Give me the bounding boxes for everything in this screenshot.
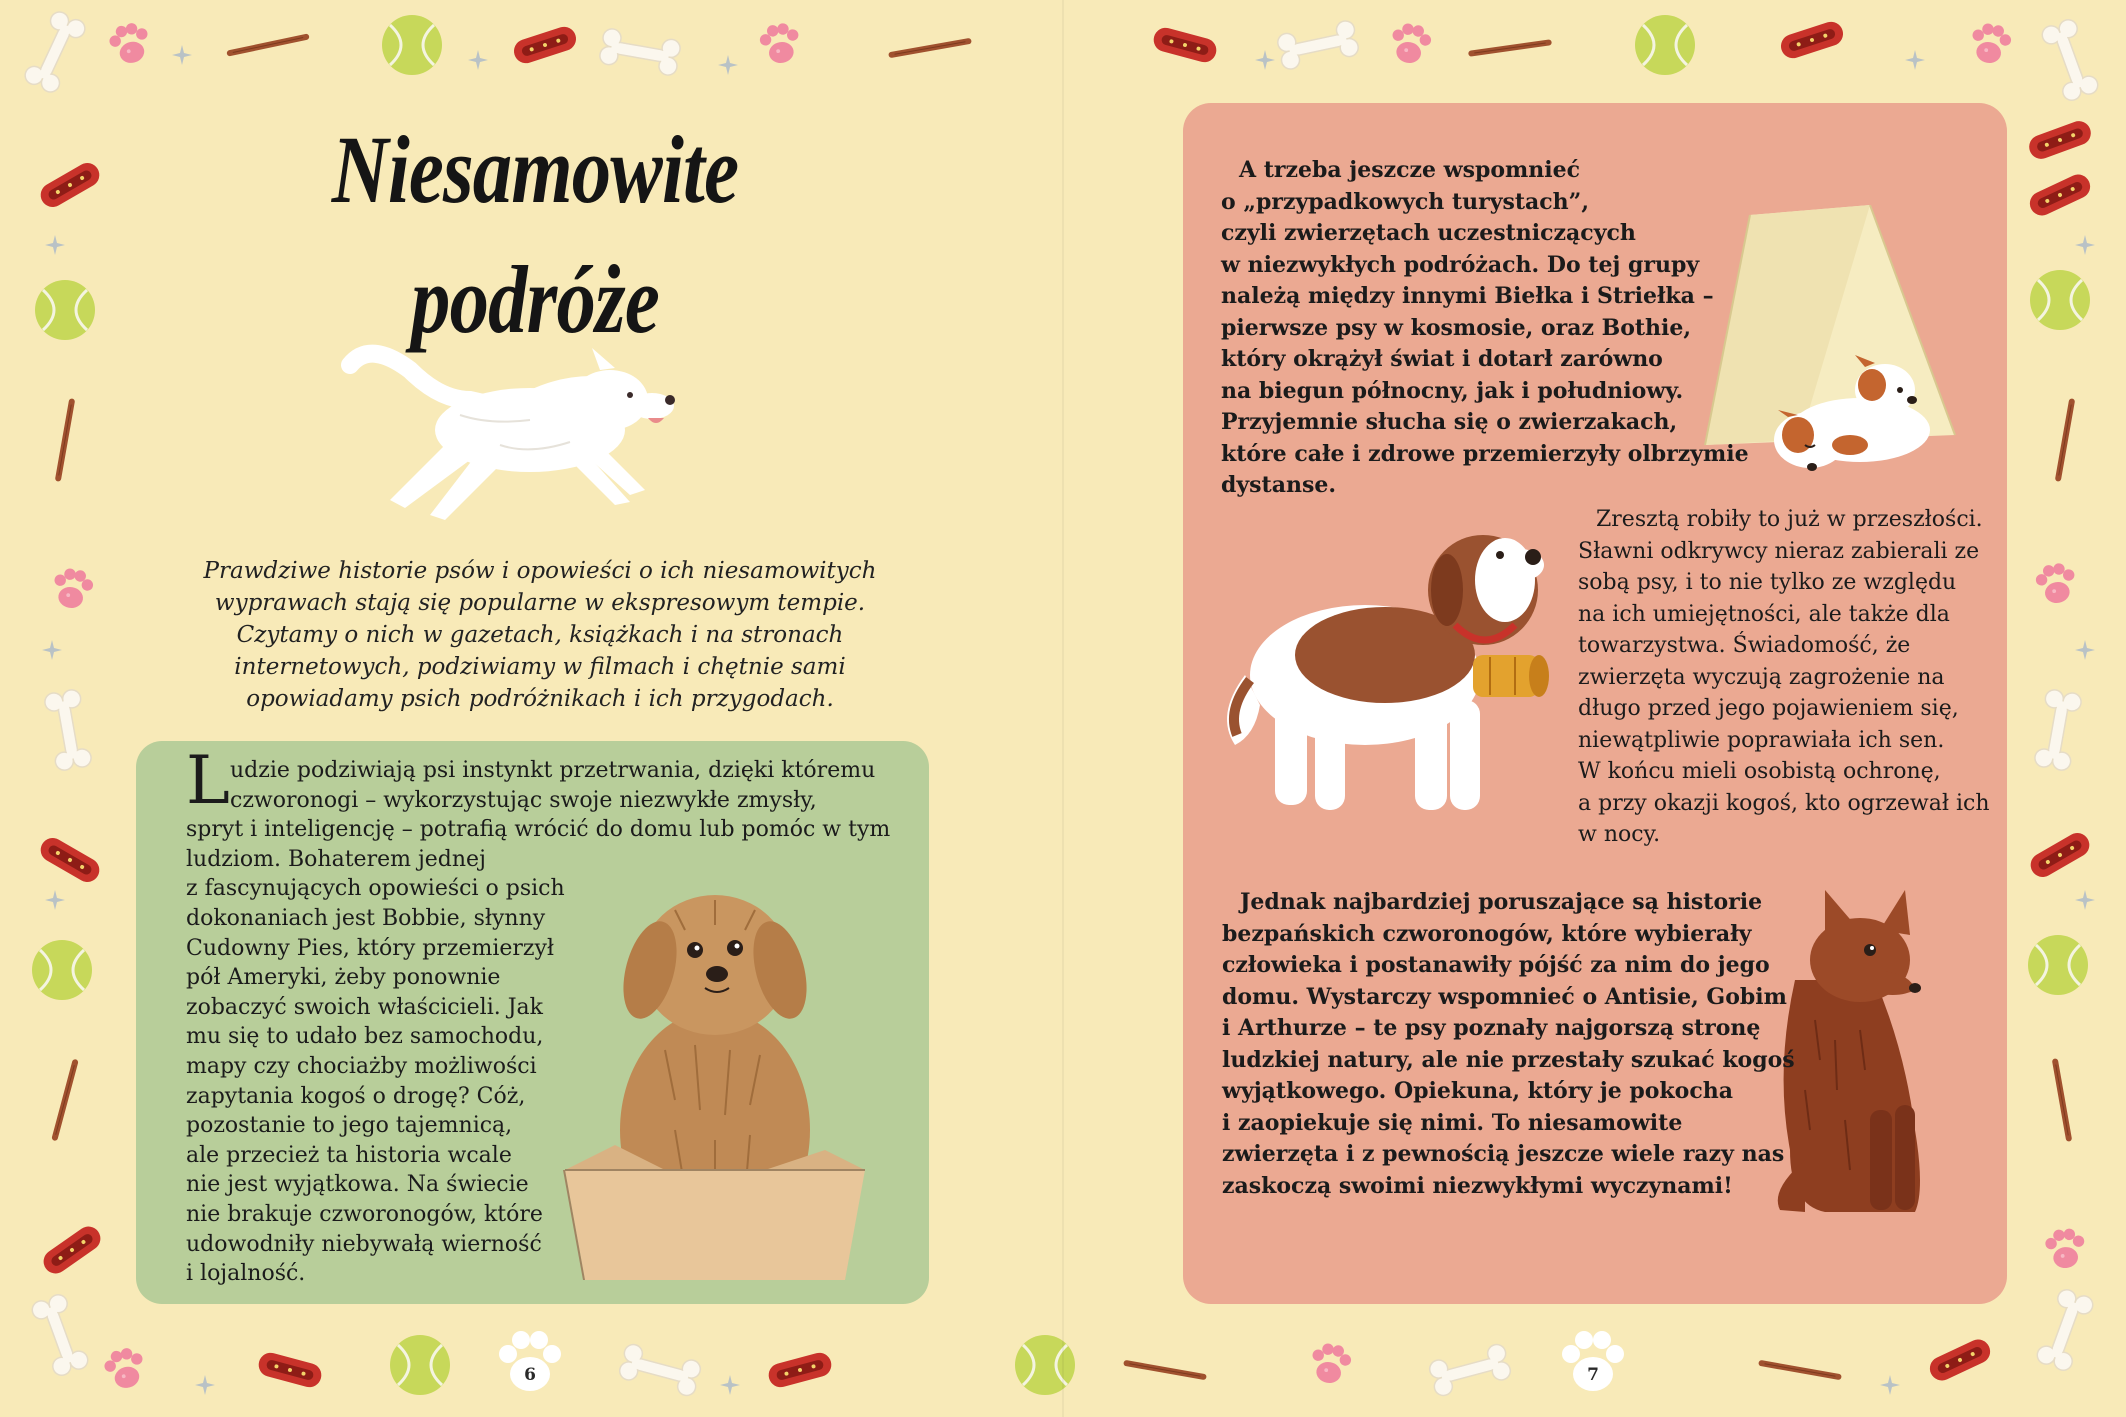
pink-paragraph-1 xyxy=(1221,155,1749,502)
text-line: z fascynujących opowieści o psich xyxy=(186,876,565,902)
text-line: które całe i zdrowe przemierzyły olbrzymie xyxy=(1221,440,1749,467)
tennis-ball-icon xyxy=(35,280,95,340)
paw-print-icon xyxy=(490,1322,570,1402)
stick-icon xyxy=(1758,1360,1842,1380)
text-line: mu się to udało bez samochodu, xyxy=(186,1024,544,1050)
page-number-left: 6 xyxy=(524,1365,536,1385)
paw-print-icon xyxy=(1553,1322,1633,1402)
stick-icon xyxy=(2052,1058,2072,1142)
bone-icon xyxy=(44,688,93,771)
dog-collar-icon xyxy=(256,1350,324,1390)
intro-line: opowiadamy psich podróżnikach i ich przygodach. xyxy=(246,686,834,712)
paw-icon xyxy=(2034,561,2079,606)
text-line: a przy okazji kogoś, kto ogrzewał ich xyxy=(1578,790,1990,816)
text-line: domu. Wystarczy wspomnieć o Antisie, Gobim xyxy=(1222,983,1787,1010)
intro-line: wyprawach stają się popularne w ekspresowym tempie. xyxy=(214,590,866,616)
text-line: udowodniły niebywałą wierność xyxy=(186,1231,542,1257)
text-line: Jednak najbardziej poruszające są historie xyxy=(1240,889,1763,915)
paw-icon xyxy=(1388,21,1433,66)
text-line: nie jest wyjątkowa. Na świecie xyxy=(186,1172,529,1198)
text-line: pół Ameryki, żeby ponownie xyxy=(186,965,501,991)
paw-icon xyxy=(2044,1227,2086,1269)
text-line: sobą psy, i to nie tylko ze względu xyxy=(1578,570,1957,595)
paw-icon xyxy=(50,566,95,611)
text-line: udzie podziwiają psi instynkt przetrwania, dzięki któremu xyxy=(230,758,876,783)
text-line: w nocy. xyxy=(1578,822,1661,847)
text-line: długo przed jego pojawieniem się, xyxy=(1578,696,1959,721)
dog-collar-icon xyxy=(1926,1336,1994,1385)
bone-icon xyxy=(30,1292,91,1378)
stick-icon xyxy=(888,38,972,58)
dog-collar-icon xyxy=(2026,829,2093,882)
pink-paragraph-3 xyxy=(1222,887,1795,1202)
page-title-line-1: Niesamowite xyxy=(331,116,739,223)
text-line: o „przypadkowych turystach”, xyxy=(1221,188,1589,215)
paw-icon xyxy=(1308,1341,1353,1386)
tennis-ball-icon xyxy=(390,1335,450,1395)
paw-icon xyxy=(106,20,154,68)
bone-icon xyxy=(618,1343,703,1398)
text-line: Sławni odkrywcy nieraz zabierali ze xyxy=(1578,538,1980,564)
running-white-dog-illustration xyxy=(330,330,730,530)
text-line: ale przecież ta historia wcale xyxy=(186,1142,512,1168)
stick-icon xyxy=(1123,1360,1207,1380)
dog-collar-icon xyxy=(2026,171,2094,220)
text-line: zwierzęta i z pewnością jeszcze wiele razy nas xyxy=(1222,1141,1785,1167)
tennis-ball-icon xyxy=(2030,270,2090,330)
text-line: ludzkiej natury, ale nie przestały szukać kogoś xyxy=(1222,1046,1795,1073)
book-spine xyxy=(1062,0,1064,1417)
bone-icon xyxy=(2035,1287,2096,1373)
intro-line: Prawdziwe historie psów i opowieści o ich niesamowitych xyxy=(203,558,877,584)
text-line: spryt i inteligencję – potrafią wrócić do domu lub pomóc w tym xyxy=(186,817,891,843)
st-bernard-dog-illustration xyxy=(1215,505,1565,845)
stick-icon xyxy=(1468,39,1552,57)
text-line: i lojalność. xyxy=(186,1261,306,1287)
tennis-ball-icon xyxy=(1635,15,1695,75)
dog-collar-icon xyxy=(1151,25,1219,65)
page-number-right: 7 xyxy=(1587,1365,1599,1385)
tennis-ball-icon xyxy=(32,940,92,1000)
text-line: dystanse. xyxy=(1221,472,1337,498)
intro-paragraph xyxy=(180,555,900,715)
dog-collar-icon xyxy=(39,1222,105,1278)
bone-icon xyxy=(598,28,681,77)
bone-icon xyxy=(22,9,88,95)
text-line: na biegun północny, jak i południowy. xyxy=(1221,377,1684,404)
text-line: pozostanie to jego tajemnicą, xyxy=(186,1113,513,1139)
pink-paragraph-2 xyxy=(1578,504,1990,851)
bone-icon xyxy=(1428,1343,1513,1398)
text-line: na ich umiejętności, ale także dla xyxy=(1578,601,1950,627)
text-line: ludziom. Bohaterem jednej xyxy=(186,846,486,872)
green-box-text xyxy=(186,756,890,1289)
text-line: i zaopiekuje się nimi. To niesamowite xyxy=(1222,1109,1683,1136)
bone-icon xyxy=(1276,19,1360,70)
text-line: Przyjemnie słucha się o zwierzakach, xyxy=(1221,409,1678,435)
stick-icon xyxy=(55,398,75,482)
text-line: zaskoczą swoimi niezwykłymi wyczynami! xyxy=(1222,1172,1733,1199)
text-line: człowieka i postanawiły pójść za nim do jego xyxy=(1222,952,1770,978)
stick-icon xyxy=(51,1059,79,1142)
text-line: czworonogi – wykorzystując swoje niezwykłe zmysły, xyxy=(230,787,817,813)
drop-cap: L xyxy=(186,742,230,819)
text-line: należą między innymi Biełka i Striełka – xyxy=(1221,283,1714,309)
text-line: towarzystwa. Świadomość, że xyxy=(1578,633,1911,658)
text-line: Cudowny Pies, który przemierzył xyxy=(186,935,555,961)
dog-collar-icon xyxy=(1778,19,1846,62)
text-line: pierwsze psy w kosmosie, oraz Bothie, xyxy=(1221,314,1692,341)
text-line: zobaczyć swoich właścicieli. Jak xyxy=(186,994,544,1020)
intro-line: Czytamy o nich w gazetach, książkach i na stronach xyxy=(236,622,844,648)
paw-icon xyxy=(101,1345,149,1393)
text-line: czyli zwierzętach uczestniczących xyxy=(1221,220,1636,246)
text-line: wyjątkowego. Opiekuna, który je pokocha xyxy=(1222,1078,1733,1104)
text-line: W końcu mieli osobistą ochronę, xyxy=(1578,759,1941,784)
tennis-ball-icon xyxy=(2028,935,2088,995)
text-line: w niezwykłych podróżach. Do tej grupy xyxy=(1221,251,1700,278)
text-line: który okrążył świat i dotarł zarówno xyxy=(1221,346,1663,372)
dog-collar-icon xyxy=(766,1350,834,1390)
dog-collar-icon xyxy=(511,24,579,67)
tennis-ball-icon xyxy=(1015,1335,1075,1395)
text-line: zwierzęta wyczują zagrożenie na xyxy=(1578,664,1945,690)
text-line: niewątpliwie poprawiała ich sen. xyxy=(1578,727,1945,753)
paw-icon xyxy=(758,21,803,66)
page-title xyxy=(293,105,777,365)
text-line: nie brakuje czworonogów, które xyxy=(186,1201,543,1227)
text-line: Zresztą robiły to już w przeszłości. xyxy=(1596,507,1983,532)
text-line: bezpańskich czworonogów, które wybierały xyxy=(1222,920,1752,947)
dog-collar-icon xyxy=(2026,118,2094,162)
stick-icon xyxy=(226,33,309,56)
dog-collar-icon xyxy=(36,159,103,212)
text-line: mapy czy chociażby możliwości xyxy=(186,1053,537,1079)
text-line: i Arthurze – te psy poznały najgorszą stronę xyxy=(1222,1015,1761,1041)
paw-icon xyxy=(1968,21,2013,66)
intro-line: internetowych, podziwiamy w filmach i chętnie sami xyxy=(234,654,846,680)
text-line: A trzeba jeszcze wspomnieć xyxy=(1239,157,1581,183)
bone-icon xyxy=(2034,688,2083,771)
stick-icon xyxy=(2055,398,2075,482)
text-line: dokonaniach jest Bobbie, słynny xyxy=(186,905,546,931)
dog-collar-icon xyxy=(36,834,103,887)
page-title-line-2: podróże xyxy=(411,246,659,353)
tennis-ball-icon xyxy=(382,15,442,75)
text-line: zapytania kogoś o drogę? Cóż, xyxy=(186,1083,526,1109)
bone-icon xyxy=(2040,17,2101,103)
